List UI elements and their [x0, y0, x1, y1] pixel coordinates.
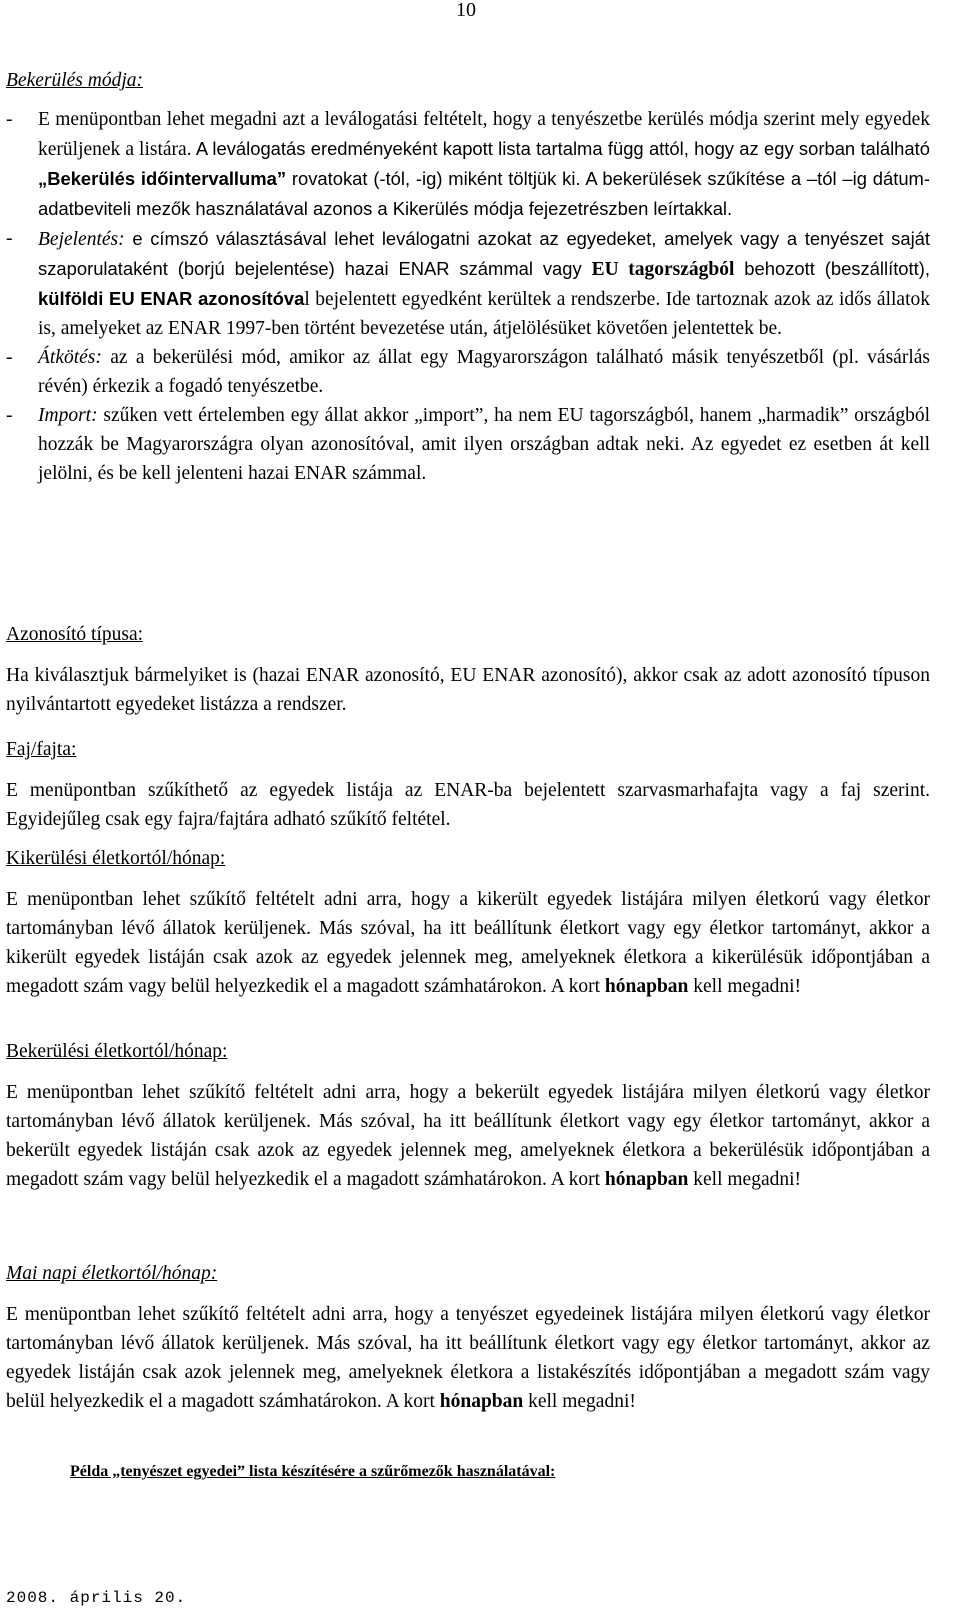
section-faj-fajta: [6, 735, 930, 834]
section-kikerulesi-eletkor: [6, 844, 930, 1001]
bullet-item: - Bejelentés: e címszó választásával lehet leválogatni azokat az egyedeket, amelyek vagy a tenyészet saját szaporulataként (borjú bejelentése) hazai ENAR számmal vagy EU tagországból behozott (beszállított), külföldi EU ENAR azonosítóval bejelentett egyedként kerültek a rendszerbe. Ide tartoznak azok az idős állatok is, amelyeket az ENAR 1997-ben történt bevezetése után, átjelölésüket követően jelentettek be.: [6, 228, 930, 339]
example-title: Példa „tenyészet egyedei” lista készítésére a szűrőmezők használatával:: [70, 1463, 556, 1480]
footer-date: 2008. április 20.: [6, 1589, 187, 1607]
bullet-item: - Átkötés: az a bekerülési mód, amikor az állat egy Magyarországon található másik tenyészetből (pl. vásárlás révén) érkezik a fogadó tenyészetbe.: [6, 347, 930, 397]
section-bekerules-modja: [6, 66, 930, 488]
page-number: 10: [456, 0, 476, 21]
section-text: E menüpontban lehet szűkítő feltételt adni arra, hogy a bekerült egyedek listájára milyen életkorú vagy életkor tartományban lévő állatok kerüljenek. Más szóval, ha itt beállítunk életkort vagy egy életkor tartományt, akkor a bekerült egyedek listáján csak azok az egyedek jelennek meg, amelyeknek életkora a bekerülésük időpontjában a megadott szám vagy belül helyezkedik el a magadott számhatárokon. A kort hónapban kell megadni!: [6, 1082, 930, 1190]
section-heading: Bekerülés módja:: [6, 70, 143, 91]
section-heading: Bekerülési életkortól/hónap:: [6, 1041, 228, 1062]
section-mai-napi-eletkor: [6, 1259, 930, 1416]
section-text: Ha kiválasztjuk bármelyiket is (hazai ENAR azonosító, EU ENAR azonosító), akkor csak az adott azonosító típuson nyilvántartott egyedeket listázza a rendszer.: [6, 665, 930, 715]
section-text: E menüpontban lehet szűkítő feltételt adni arra, hogy a tenyészet egyedeinek listájára milyen életkorú vagy életkor tartományban lévő állatok kerüljenek. Más szóval, ha itt beállítunk életkort vagy egy életkor tartományt, akkor az egyedek listáján csak azok jelennek meg, amelyeknek életkora a listakészítés időpontjában a megadott szám vagy belül helyezkedik el a magadott számhatárokon. A kort hónapban kell megadni!: [6, 1304, 930, 1412]
section-text: E menüpontban lehet szűkítő feltételt adni arra, hogy a kikerült egyedek listájára milyen életkorú vagy életkor tartományban lévő állatok kerüljenek. Más szóval, ha itt beállítunk életkort vagy egy életkor tartományt, akkor a kikerült egyedek listáján csak azok az egyedek jelennek meg, amelyeknek életkora a kikerülésük időpontjában a megadott szám vagy belül helyezkedik el a magadott számhatárokon. A kort hónapban kell megadni!: [6, 889, 930, 997]
section-heading: Mai napi életkortól/hónap:: [6, 1263, 218, 1284]
section-azonosito-tipusa: [6, 620, 930, 719]
section-heading: Kikerülési életkortól/hónap:: [6, 848, 226, 869]
bullet-item: - E menüpontban lehet megadni azt a leválogatási feltételt, hogy a tenyészetbe kerülés módja szerint mely egyedek kerüljenek a listára. A leválogatás eredményeként kapott lista tartalma függ attól, hogy az egy sorban található „Bekerülés időintervalluma” rovatokat (-tól, -ig) miként töltjük ki. A bekerülések szűkítése a –tól –ig dátum-adatbeviteli mezők használatával azonos a Kikerülés módja fejezetrészben leírtakkal.: [6, 109, 930, 219]
bullet-item: - Import: szűken vett értelemben egy állat akkor „import”, ha nem EU tagországból, hanem „harmadik” országból hozzák be Magyarországra olyan azonosítóval, amit ilyen országban adtak neki. Az egyedet ez esetben át kell jelölni, és be kell jelenteni hazai ENAR számmal.: [6, 405, 930, 484]
section-text: E menüpontban szűkíthető az egyedek listája az ENAR-ba bejelentett szarvasmarhafajta vagy a faj szerint. Egyidejűleg csak egy fajra/fajtára adható szűkítő feltétel.: [6, 780, 930, 830]
section-heading: Faj/fajta:: [6, 739, 77, 760]
section-heading: Azonosító típusa:: [6, 624, 144, 645]
section-bekerulesi-eletkor: [6, 1037, 930, 1194]
